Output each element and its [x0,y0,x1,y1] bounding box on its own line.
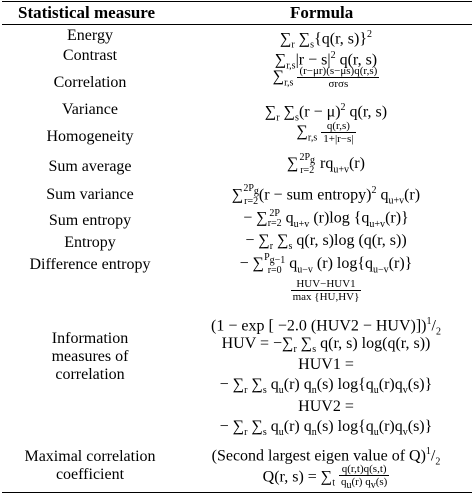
formula-variance: $\sum_r$ $\sum_s(r - \mu)^2$ q(r, s) [264,102,388,124]
row-label-sum-entropy: Sum entropy [48,212,132,229]
formula-entropy: − $\sum_r$ $\sum_s$ q(r, s)log (q(r, s)) [245,232,407,253]
formula-homogeneity: $\sum_{r,s}$ $\frac{q(r,s)}{1+|r-s|}$ [296,120,354,145]
formula-difference-entropy: − ∑ $P_{g-1}$ r=0 $q_{u-v}$ (r) $\log\{q_{u-v}(r)\}$ [239,252,413,276]
formula-info-huv: HUV = $-\sum_r$ $\sum_s$ q(r, s) log(q(r, s)) [221,335,431,356]
info-fraction-denominator: max {HU,HV} [292,291,360,303]
info-fraction-numerator: HUV−HUV1 [291,278,362,291]
formula-info-huv2-label: HUV2 = [298,398,354,415]
correlation-numerator: (r−μr)(s−μs)q(r,s) [299,65,378,77]
formula-contrast: $\sum_{r,s}|r - s|^2$ q(r, s) [274,50,378,72]
formula-correlation: $\sum_{r,s}$ $\frac{(r-\mu r)(s-\mu s)q(r,s)}{\text{σrσs}}$ [272,65,378,90]
formula-energy: $\sum_r$ $\sum_s\{q(r$, s)}$^2$ [280,29,372,51]
row-label-difference-entropy: Difference entropy [29,256,151,273]
header-formula: Formula [290,3,354,22]
formula-info-huv1: − $\sum_r$ $\sum_s$ $q_u(r)$ $q_n(s)$ $\log\{q_u(r)q_v(s)\}$ [219,376,433,397]
table-bottom-rule [2,492,472,493]
header-measure: Statistical measure [18,3,156,22]
row-label-correlation: Correlation [53,74,127,91]
table-top-rule [2,1,472,2]
row-label-sum-average: Sum average [48,158,132,175]
row-label-variance: Variance [62,101,118,118]
formula-maximal-line1: (Second largest eigen value of $Q)^1/_2$ [211,446,441,468]
formula-info-fraction [178,278,474,303]
formula-sum-variance: ∑ $2P_g$ r=2 (r − sum entropy)$^2$ $q_{u+v}(r)$ [231,183,421,208]
homogeneity-denominator: 1+|r−s| [323,133,354,145]
header-rule [2,24,472,25]
maximal-denominator: $q_u(r)$ $q_v(s)$ [340,476,388,492]
row-label-energy: Energy [67,27,113,44]
row-label-sum-variance: Sum variance [46,186,134,203]
row-label-entropy: Entropy [64,234,116,251]
formula-maximal-q: Q(r, $s) = \sum_t$ $\frac{q(r,t)q(s,t)}{q_u(r) q_v(s)}$ [262,463,388,492]
row-label-information-measures: Information measures of correlation [51,330,129,383]
formula-info-huv2: − $\sum_r$ $\sum_s$ $q_u(r)$ $q_n(s)$ $\log\{q_u(r)q_v(s)\}$ [219,418,433,439]
formula-sum-average: ∑ $2P_g$ r=2 $rq_{u+v}(r)$ [287,152,365,176]
maximal-numerator: q(r,t)q(s,t) [339,463,389,476]
formula-sum-entropy: − ∑ 2P r=2 $q_{u+v}$ (r)log $\{q_{u+v}(r)\}$ [243,208,409,230]
homogeneity-numerator: q(r,s) [321,120,355,133]
row-label-contrast: Contrast [62,47,118,64]
row-label-maximal-correlation: Maximal correlation coefficient [24,448,156,483]
row-label-homogeneity: Homogeneity [46,128,134,145]
correlation-denominator: σrσs [328,78,349,90]
formula-info-line1: (1 − exp [ −2.0 $(HUV2 - HUV)])^1/_2$ [211,316,441,338]
formula-info-huv1-label: HUV1 = [298,356,354,373]
